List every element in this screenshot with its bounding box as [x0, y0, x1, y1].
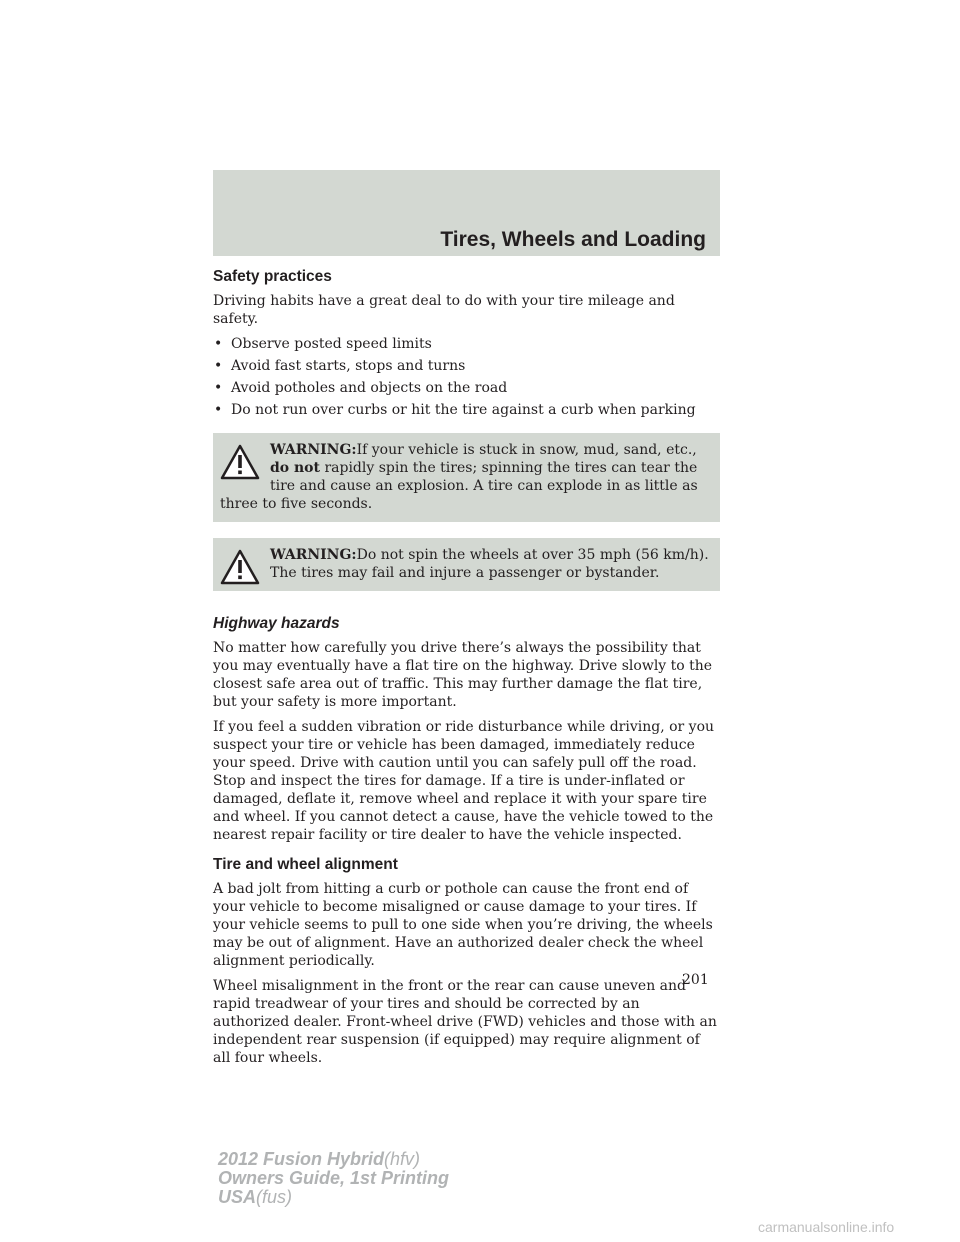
section-header-band	[213, 170, 720, 256]
page-content	[213, 266, 720, 1074]
footer-model: 2012 Fusion Hybrid	[218, 1149, 385, 1169]
warning-text: Do not spin the wheels at over 35 mph (56 km/h). The tires may fail and injure a passenger or bystander.	[270, 547, 709, 581]
list-item: • Avoid potholes and objects on the road	[214, 380, 508, 396]
section-title: Tires, Wheels and Loading	[440, 228, 706, 251]
bullet-icon: •	[214, 380, 223, 396]
page-number: 201	[682, 972, 709, 988]
alignment-heading: Tire and wheel alignment	[213, 856, 398, 873]
warning-triangle-icon	[220, 444, 260, 480]
safety-heading: Safety practices	[213, 268, 332, 285]
highway-heading: Highway hazards	[213, 615, 340, 632]
warning-label: WARNING:	[270, 442, 357, 458]
alignment-paragraph-1: A bad jolt from hitting a curb or pothole can cause the front end of your vehicle to become misaligned or cause damage to your tires. If your vehicle seems to pull to one side when you’re driving, the wheels may be out of alignment. Have an authorized dealer check the wheel alignment periodically.	[213, 881, 713, 969]
document-footer	[218, 1150, 449, 1207]
warning-text: If your vehicle is stuck in snow, mud, sand, etc.,	[356, 442, 697, 458]
footer-printing: Owners Guide, 1st Printing	[218, 1168, 450, 1188]
safety-list	[213, 335, 720, 419]
footer-market: USA	[218, 1187, 257, 1207]
warning-label: WARNING:	[270, 547, 357, 563]
list-item: • Avoid fast starts, stops and turns	[214, 358, 466, 374]
footer-model-code: (hfv)	[384, 1149, 421, 1169]
warning-text-cont: rapidly spin the tires; spinning the tires can tear the tire and cause an explosion. A tire can explode in as little as three to five seconds.	[220, 460, 698, 512]
watermark-link[interactable]: carmanualsonline.info	[758, 1219, 895, 1235]
warning-triangle-icon	[220, 549, 260, 585]
safety-intro: Driving habits have a great deal to do with your tire mileage and safety.	[213, 293, 675, 327]
footer-market-code: (fus)	[256, 1187, 293, 1207]
highway-paragraph-2: If you feel a sudden vibration or ride disturbance while driving, or you suspect your tire or vehicle has been damaged, immediately reduce your speed. Drive with caution until you can safely pull off the road. Stop and inspect the tires for damage. If a tire is under-inflated or damaged, deflate it, remove wheel and replace it with your spare tire and wheel. If you cannot detect a cause, have the vehicle towed to the nearest repair facility or tire dealer to have the vehicle inspected.	[213, 719, 715, 843]
warning-box-speed	[213, 538, 720, 591]
warning-emphasis: do not	[270, 460, 320, 476]
highway-paragraph-1: No matter how carefully you drive there’s always the possibility that you may eventually have a flat tire on the highway. Drive slowly to the closest safe area out of traffic. This may further damage the flat tire, but your safety is more important.	[213, 640, 713, 710]
alignment-paragraph-2: Wheel misalignment in the front or the rear can cause uneven and rapid treadwear of your tires and should be corrected by an authorized dealer. Front-wheel drive (FWD) vehicles and those with an independent rear suspension (if equipped) may require alignment of all four wheels.	[213, 978, 717, 1066]
bullet-icon: •	[214, 358, 223, 374]
list-item: • Do not run over curbs or hit the tire against a curb when parking	[214, 402, 696, 418]
bullet-icon: •	[214, 336, 223, 352]
list-item: • Observe posted speed limits	[214, 336, 432, 352]
bullet-icon: •	[214, 402, 223, 418]
warning-box-spin	[213, 433, 720, 522]
